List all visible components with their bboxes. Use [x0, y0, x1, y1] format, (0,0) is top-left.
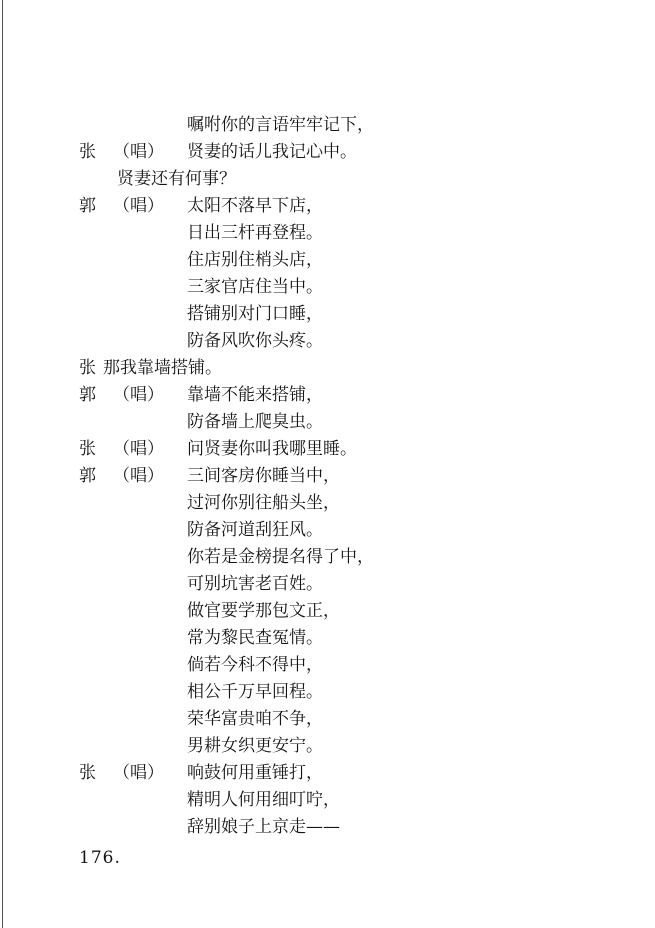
script-line [0, 545, 655, 572]
sung-verse: 问贤妻你叫我哪里睡。 [187, 439, 357, 459]
page-number: 176. [79, 848, 121, 868]
script-line [0, 626, 655, 653]
sung-verse: 倘若今科不得中， [187, 655, 323, 675]
sung-verse: 防备风吹你头疼。 [187, 331, 323, 351]
script-line [0, 815, 655, 842]
script-line [0, 680, 655, 707]
script-line [0, 788, 655, 815]
sung-verse: 住店别住梢头店， [187, 250, 323, 270]
sung-verse: 常为黎民查冤情。 [187, 628, 323, 648]
sung-verse: 防备河道刮狂风。 [187, 520, 323, 540]
sung-verse: 贤妻的话儿我记心中。 [187, 142, 357, 162]
script-line [0, 572, 655, 599]
singing-cue: （唱） [113, 466, 164, 486]
singing-cue: （唱） [113, 439, 164, 459]
sung-verse: 搭铺别对门口睡， [187, 304, 323, 324]
sung-verse: 靠墙不能来搭铺， [187, 385, 323, 405]
sung-verse: 三间客房你睡当中， [187, 466, 340, 486]
script-line [0, 194, 655, 221]
script-line [0, 761, 655, 788]
script-line [0, 329, 655, 356]
sung-verse: 辞别娘子上京走—— [187, 817, 340, 837]
sung-verse: 男耕女织更安宁。 [187, 736, 323, 756]
singing-cue: （唱） [113, 385, 164, 405]
script-line [0, 464, 655, 491]
script-line [0, 383, 655, 410]
spoken-line: 贤妻还有何事？ [117, 169, 236, 189]
sung-verse: 荣华富贵咱不争， [187, 709, 323, 729]
sung-verse: 响鼓何用重锤打， [187, 763, 323, 783]
speaker-name: 张 [79, 439, 96, 459]
script-line [0, 113, 655, 140]
sung-verse: 做官要学那包文正， [187, 601, 340, 621]
speaker-name: 郭 [79, 385, 96, 405]
speaker-name: 张 [79, 358, 96, 378]
script-line [0, 707, 655, 734]
script-line [0, 275, 655, 302]
script-line [0, 140, 655, 167]
speaker-name: 郭 [79, 466, 96, 486]
spoken-line: 那我靠墙搭铺。 [103, 358, 222, 378]
sung-verse: 三家官店住当中。 [187, 277, 323, 297]
script-line [0, 410, 655, 437]
script-line [0, 248, 655, 275]
sung-verse: 防备墙上爬臭虫。 [187, 412, 323, 432]
sung-verse: 过河你别往船头坐， [187, 493, 340, 513]
script-line [0, 221, 655, 248]
script-line [0, 653, 655, 680]
script-line [0, 167, 655, 194]
script-line [0, 437, 655, 464]
sung-verse: 日出三杆再登程。 [187, 223, 323, 243]
sung-verse: 嘱咐你的言语牢牢记下， [187, 115, 374, 135]
singing-cue: （唱） [113, 763, 164, 783]
sung-verse: 精明人何用细叮咛， [187, 790, 340, 810]
speaker-name: 张 [79, 763, 96, 783]
script-line [0, 518, 655, 545]
sung-verse: 你若是金榜提名得了中， [187, 547, 374, 567]
sung-verse: 可别坑害老百姓。 [187, 574, 323, 594]
script-line [0, 599, 655, 626]
sung-verse: 太阳不落早下店， [187, 196, 323, 216]
singing-cue: （唱） [113, 142, 164, 162]
speaker-name: 张 [79, 142, 96, 162]
script-line [0, 302, 655, 329]
sung-verse: 相公千万早回程。 [187, 682, 323, 702]
script-text [0, 113, 655, 842]
singing-cue: （唱） [113, 196, 164, 216]
script-line [0, 734, 655, 761]
script-line [0, 491, 655, 518]
speaker-name: 郭 [79, 196, 96, 216]
script-line [0, 356, 655, 383]
